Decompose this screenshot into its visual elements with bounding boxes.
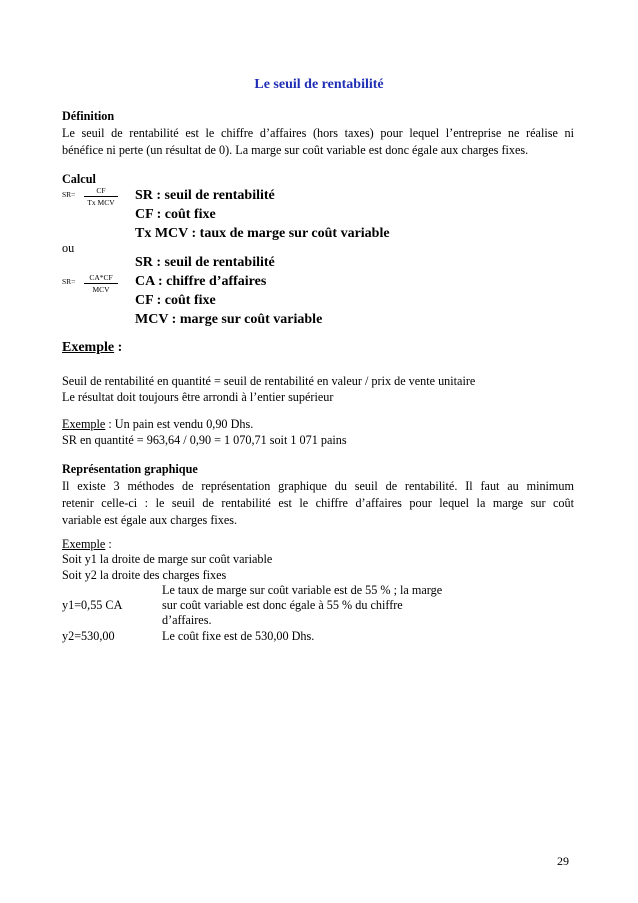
page-number: 29 <box>557 854 569 868</box>
calcul-heading: Calcul <box>62 172 96 186</box>
definition-line: Le seuil de rentabilité est le chiffre d’affaires (hors taxes) pour lequel l’entreprise ne réalise ni <box>62 126 574 140</box>
formula-prefix: SR= <box>62 190 76 199</box>
y2-note: Le coût fixe est de 530,00 Dhs. <box>162 629 315 643</box>
graph-line: retenir celle-ci : le seuil de rentabilité est le chiffre d’affaires pour lequel la marge sur coût <box>62 496 574 510</box>
legend-txmcv: Tx MCV : taux de marge sur coût variable <box>135 226 390 241</box>
exemple-heading-colon: : <box>114 340 123 355</box>
formula-denominator: MCV <box>92 285 110 294</box>
example2-label: Exemple <box>62 537 106 551</box>
y1-definition: Soit y1 la droite de marge sur coût variable <box>62 552 273 566</box>
legend-sr: SR : seuil de rentabilité <box>135 255 275 270</box>
legend-ca: CA : chiffre d’affaires <box>135 274 267 289</box>
definition-heading: Définition <box>62 109 115 123</box>
formula-sr-cf-txmcv <box>62 186 122 210</box>
formula-numerator: CF <box>96 186 106 195</box>
formula-sr-ca-cf-mcv <box>62 273 122 297</box>
formula-numerator: CA*CF <box>89 273 113 282</box>
graph-heading: Représentation graphique <box>62 462 198 476</box>
graph-line: variable est égale aux charges fixes. <box>62 513 238 527</box>
example-label: Exemple <box>62 417 106 431</box>
fraction-bar <box>84 283 118 284</box>
example-calculation: SR en quantité = 963,64 / 0,90 = 1 070,71 soit 1 071 pains <box>62 433 347 447</box>
graph-paragraph <box>62 478 574 529</box>
definition-line: bénéfice ni perte (un résultat de 0). La marge sur coût variable est donc égale aux charges fixes. <box>62 143 529 157</box>
example-bread <box>62 416 253 433</box>
legend-mcv: MCV : marge sur coût variable <box>135 312 323 327</box>
y2-definition: Soit y2 la droite des charges fixes <box>62 568 227 582</box>
rule-rounding: Le résultat doit toujours être arrondi à l’entier supérieur <box>62 390 334 404</box>
fraction-bar <box>84 196 118 197</box>
legend-cf: CF : coût fixe <box>135 207 216 222</box>
legend-sr: SR : seuil de rentabilité <box>135 188 275 203</box>
example-text: : Un pain est vendu 0,90 Dhs. <box>105 417 254 431</box>
or-text: ou <box>62 241 75 255</box>
exemple-heading-label: Exemple <box>62 340 115 355</box>
exemple-heading <box>62 340 122 356</box>
y2-equation: y2=530,00 <box>62 629 115 643</box>
legend-cf: CF : coût fixe <box>135 293 216 308</box>
page-title: Le seuil de rentabilité <box>254 77 384 92</box>
example2-colon: : <box>105 537 112 551</box>
definition-paragraph <box>62 125 574 159</box>
formula-prefix: SR= <box>62 277 76 286</box>
y1-equation: y1=0,55 CA <box>62 598 123 612</box>
y1-note: d’affaires. <box>162 613 212 627</box>
formula-denominator: Tx MCV <box>87 198 115 207</box>
rule-quantity: Seuil de rentabilité en quantité = seuil de rentabilité en valeur / prix de vente unitaire <box>62 374 476 388</box>
y1-note: sur coût variable est donc égale à 55 % du chiffre <box>162 598 403 612</box>
graph-line: Il existe 3 méthodes de représentation graphique du seuil de rentabilité. Il faut au minimum <box>62 479 574 493</box>
y1-note: Le taux de marge sur coût variable est de 55 % ; la marge <box>162 583 443 597</box>
